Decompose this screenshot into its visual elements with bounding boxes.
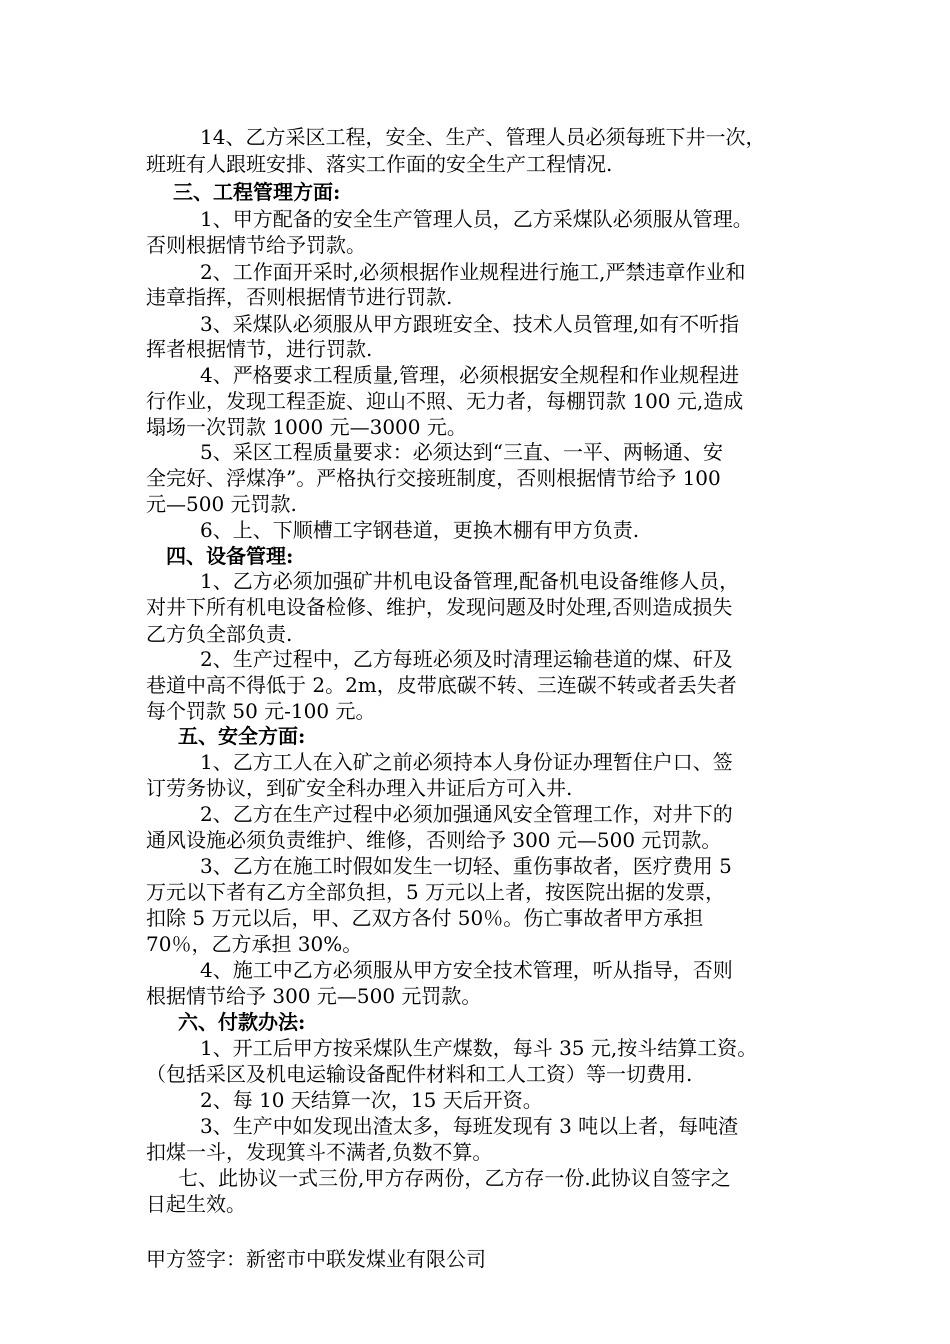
s3-clause-6-line-1: 6、上、下顺槽工字钢巷道，更换木棚有甲方负责. — [200, 518, 640, 542]
s6-clause-2-line-1: 2、每 10 天结算一次，15 天后开资。 — [200, 1088, 543, 1112]
s4-clause-2-line-1: 2、生产过程中，乙方每班必须及时清理运输巷道的煤、矸及 — [200, 647, 733, 671]
section-heading-5: 五、安全方面: — [178, 724, 306, 748]
s3-clause-4-line-1: 4、严格要求工程质量,管理，必须根据安全规程和作业规程进 — [200, 363, 740, 387]
s3-clause-2-line-2: 违章指挥，否则根据情节进行罚款. — [146, 285, 453, 309]
party-a-signature-line: 甲方签字：新密市中联发煤业有限公司 — [146, 1247, 486, 1271]
s3-clause-3-line-2: 挥者根据情节，进行罚款. — [146, 337, 373, 361]
s5-clause-4-line-1: 4、施工中乙方必须服从甲方安全技术管理，听从指导，否则 — [200, 958, 733, 982]
section-heading-6: 六、付款办法: — [178, 1010, 306, 1034]
s5-clause-1-line-2: 订劳务协议，到矿安全科办理入井证后方可入井. — [146, 776, 573, 800]
s5-clause-2-line-1: 2、乙方在生产过程中必须加强通风安全管理工作，对井下的 — [200, 802, 733, 826]
s3-clause-5-line-3: 元—500 元罚款. — [146, 492, 297, 516]
s3-clause-2-line-1: 2、工作面开采时,必须根据作业规程进行施工,严禁违章作业和 — [200, 260, 746, 284]
s4-clause-2-line-2: 巷道中高不得低于 2。2m，皮带底碳不转、三连碳不转或者丢失者 — [146, 673, 737, 697]
s5-clause-1-line-1: 1、乙方工人在入矿之前必须持本人身份证办理暂住户口、签 — [200, 750, 733, 774]
s5-clause-3-line-1: 3、乙方在施工时假如发生一切轻、重伤事故者，医疗费用 5 — [200, 854, 732, 878]
s3-clause-5-line-2: 全完好、浮煤净”。严格执行交接班制度，否则根据情节给予 100 — [146, 466, 721, 490]
s4-clause-1-line-1: 1、乙方必须加强矿井机电设备管理,配备机电设备维修人员， — [200, 569, 740, 593]
section-7-line-1: 七、此协议一式三份,甲方存两份，乙方存一份.此协议自签字之 — [178, 1166, 731, 1190]
section-7-line-2: 日起生效。 — [146, 1192, 246, 1216]
s3-clause-1-line-2: 否则根据情节给予罚款。 — [146, 233, 366, 257]
s5-clause-2-line-2: 通风设施必须负责维护、维修，否则给予 300 元—500 元罚款。 — [146, 828, 722, 852]
s4-clause-2-line-3: 每个罚款 50 元-100 元。 — [146, 699, 376, 723]
s6-clause-1-line-1: 1、开工后甲方按采煤队生产煤数，每斗 35 元,按斗结算工资。 — [200, 1036, 758, 1060]
s3-clause-4-line-3: 塌场一次罚款 1000 元—3000 元。 — [146, 415, 467, 439]
s3-clause-1-line-1: 1、甲方配备的安全生产管理人员，乙方采煤队必须服从管理。 — [200, 207, 753, 231]
s5-clause-3-line-3: 扣除 5 万元以后，甲、乙双方各付 50％。伤亡事故者甲方承担 — [146, 906, 704, 930]
s5-clause-3-line-2: 万元以下者有乙方全部负担，5 万元以上者，按医院出据的发票， — [146, 880, 726, 904]
section-heading-3: 三、工程管理方面: — [173, 180, 341, 204]
s4-clause-1-line-2: 对井下所有机电设备检修、维护，发现问题及时处理,否则造成损失 — [146, 595, 733, 619]
s4-clause-1-line-3: 乙方负全部负责. — [146, 622, 293, 646]
s5-clause-3-line-4: 70％，乙方承担 30%。 — [146, 932, 363, 956]
s3-clause-3-line-1: 3、采煤队必须服从甲方跟班安全、技术人员管理,如有不听指 — [200, 312, 740, 336]
s6-clause-3-line-2: 扣煤一斗，发现箕斗不满者,负数不算。 — [146, 1140, 493, 1164]
s6-clause-3-line-1: 3、生产中如发现出渣太多，每班发现有 3 吨以上者，每吨渣 — [200, 1114, 739, 1138]
s3-clause-5-line-1: 5、采区工程质量要求：必须达到“三直、一平、两畅通、安 — [200, 440, 723, 464]
s6-clause-1-line-2: （包括采区及机电运输设备配件材料和工人工资）等一切费用. — [146, 1062, 693, 1086]
s3-clause-4-line-2: 行作业，发现工程歪旋、迎山不照、无力者，每棚罚款 100 元,造成 — [146, 389, 744, 413]
clause-14-line-1: 14、乙方采区工程，安全、生产、管理人员必须每班下井一次， — [200, 125, 766, 149]
clause-14-line-2: 班班有人跟班安排、落实工作面的安全生产工程情况. — [146, 152, 613, 176]
section-heading-4: 四、设备管理: — [166, 544, 294, 568]
s5-clause-4-line-2: 根据情节给予 300 元—500 元罚款。 — [146, 984, 482, 1008]
